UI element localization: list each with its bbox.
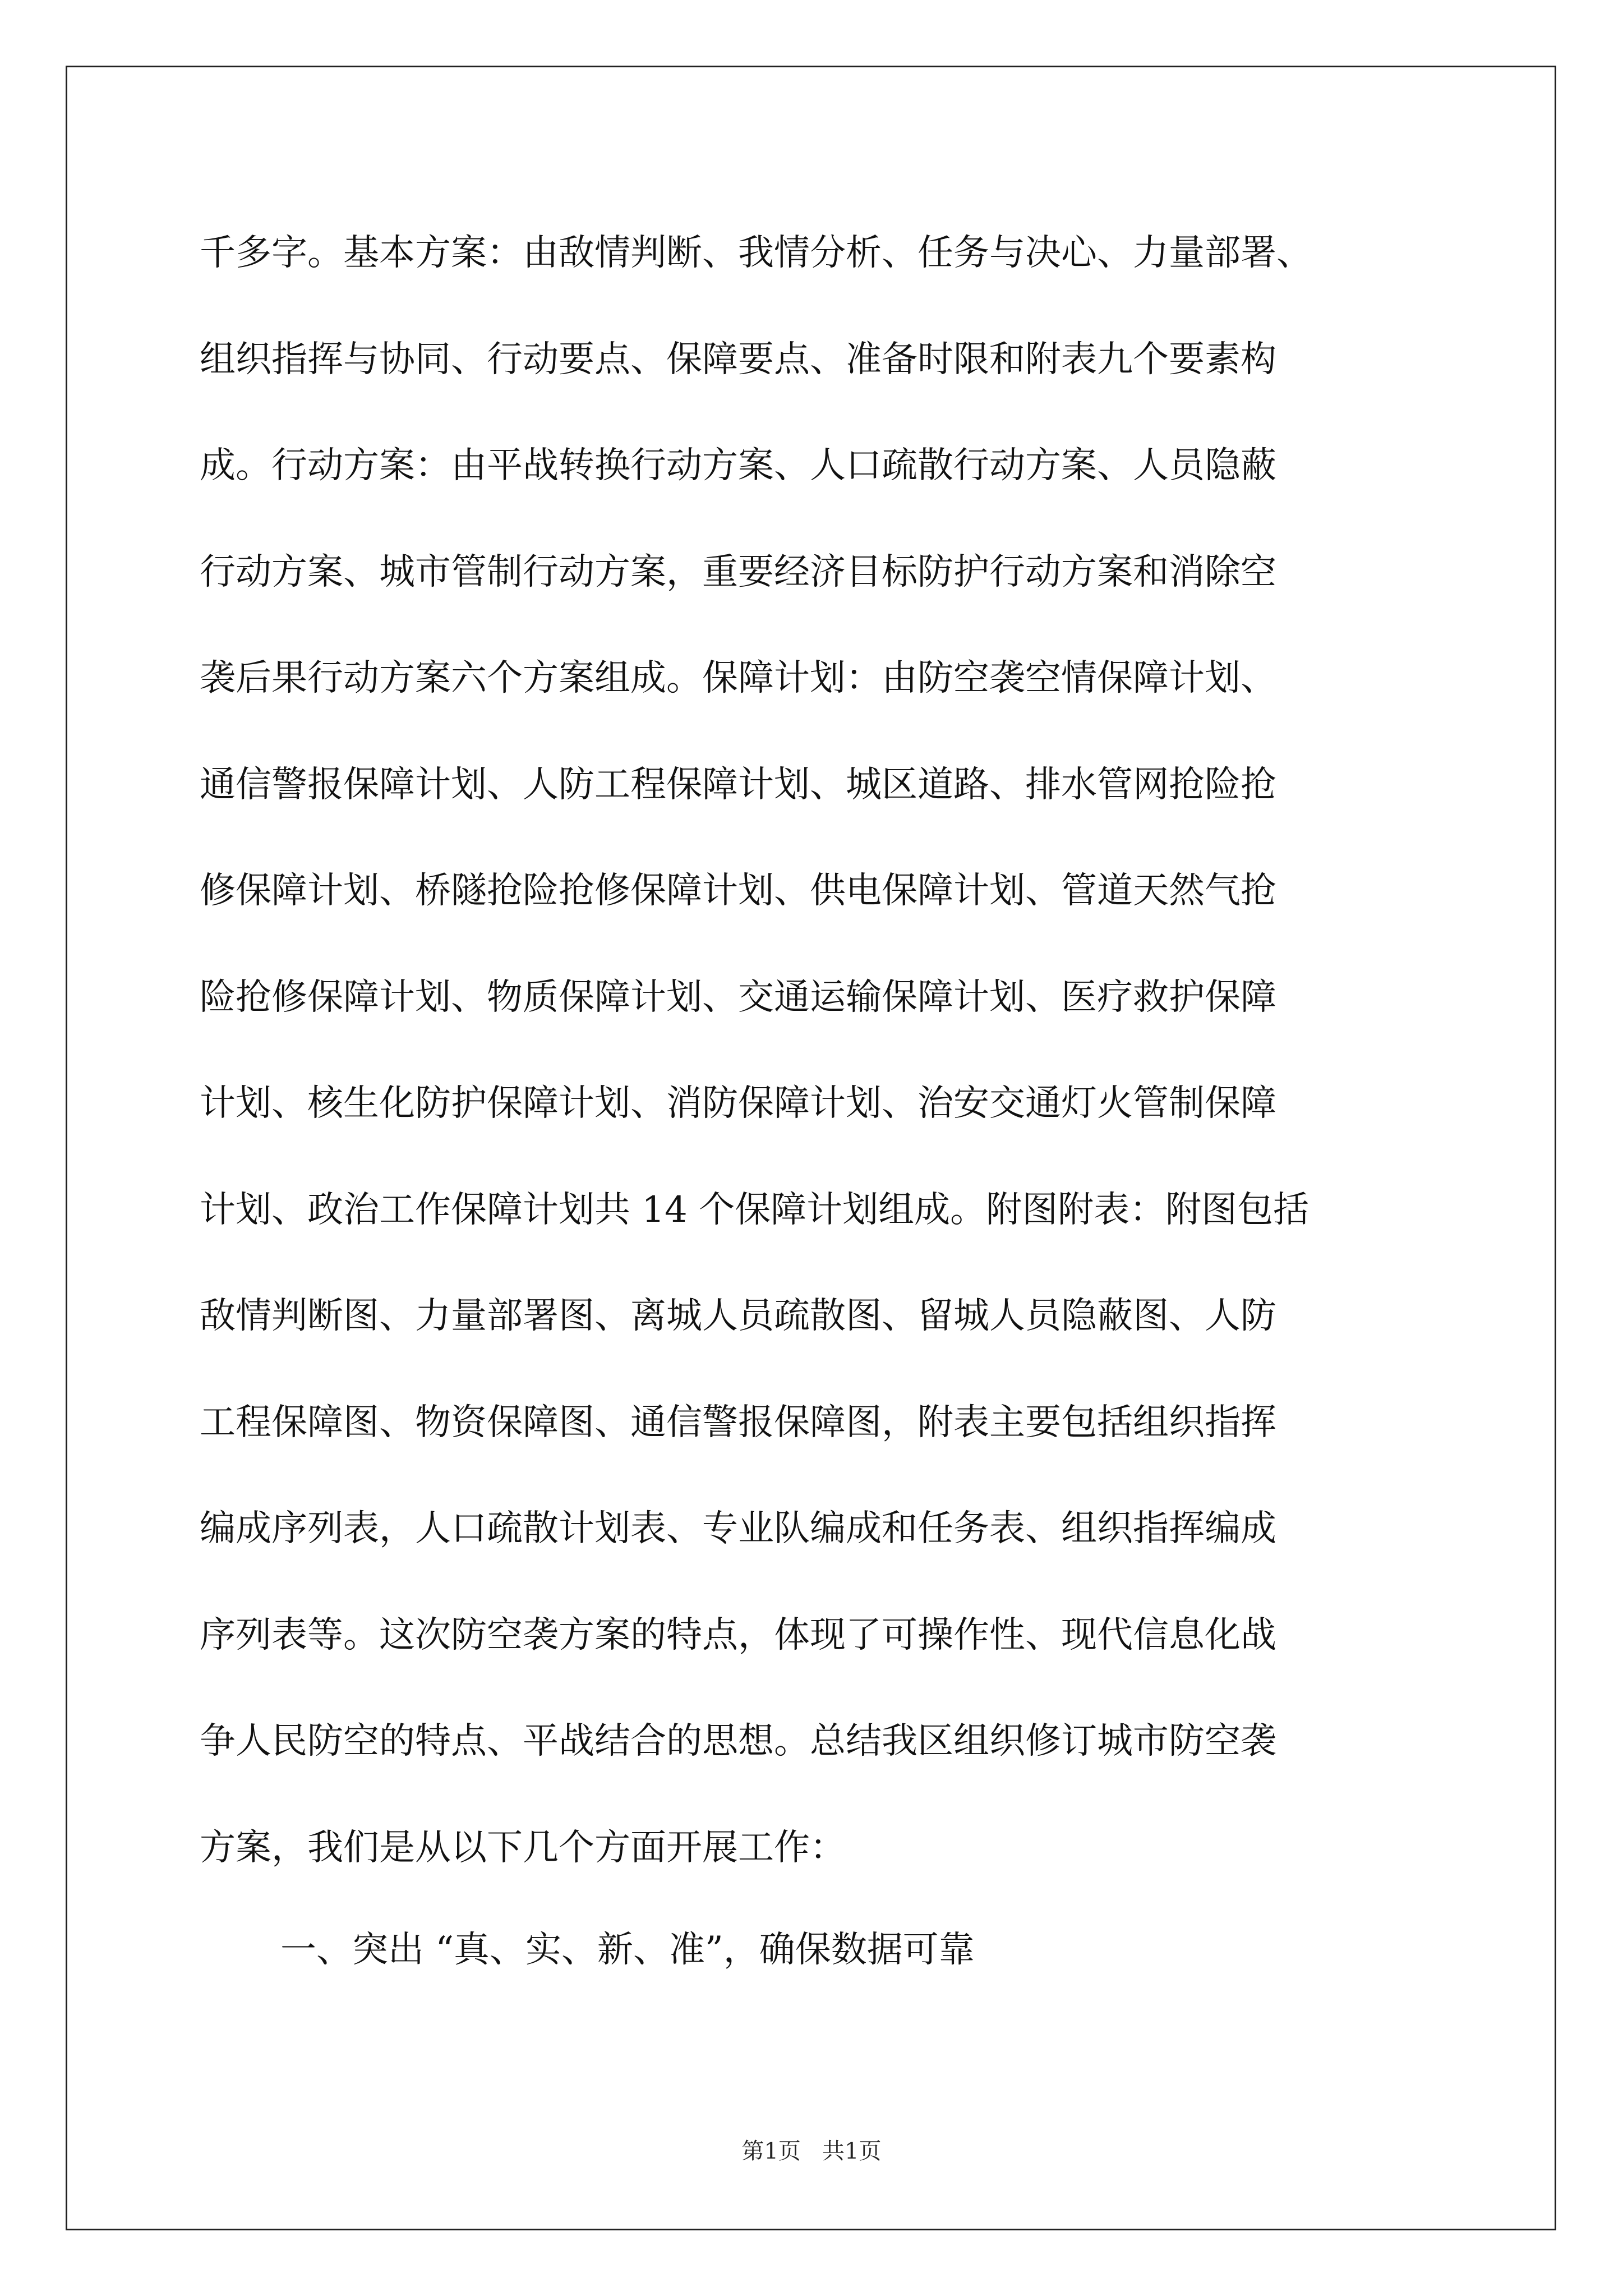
text-line-4: 行动方案、城市管制行动方案，重要经济目标防护行动方案和消除空: [200, 551, 1276, 593]
text-line-12: 工程保障图、物资保障图、通信警报保障图，附表主要包括组织指挥: [200, 1401, 1276, 1443]
body-paragraph: [200, 200, 1433, 1901]
text-line-13: 编成序列表，人口疏散计划表、专业队编成和任务表、组织指挥编成: [200, 1508, 1276, 1549]
text-line-7: 修保障计划、桥隧抢险抢修保障计划、供电保障计划、管道天然气抢: [200, 870, 1276, 912]
section-heading: 一、突出 “真、实、新、准”，确保数据可靠: [280, 1929, 975, 1971]
text-line-3: 成。行动方案：由平战转换行动方案、人口疏散行动方案、人员隐蔽: [200, 445, 1276, 486]
text-line-5: 袭后果行动方案六个方案组成。保障计划：由防空袭空情保障计划、: [200, 657, 1276, 699]
text-line-16: 方案，我们是从以下几个方面开展工作：: [200, 1826, 846, 1869]
text-line-14: 序列表等。这次防空袭方案的特点，体现了可操作性、现代信息化战: [200, 1614, 1276, 1656]
text-line-10: 计划、政治工作保障计划共 14 个保障计划组成。附图附表：附图包括: [200, 1189, 1310, 1231]
text-line-1: 千多字。基本方案：由敌情判断、我情分析、任务与决心、力量部署、: [200, 232, 1312, 274]
page-number-footer: 第1页 共1页: [741, 2138, 882, 2164]
text-line-11: 敌情判断图、力量部署图、离城人员疏散图、留城人员隐蔽图、人防: [200, 1295, 1276, 1337]
text-line-2: 组织指挥与协同、行动要点、保障要点、准备时限和附表九个要素构: [200, 338, 1276, 380]
text-line-9: 计划、核生化防护保障计划、消防保障计划、治安交通灯火管制保障: [200, 1083, 1276, 1124]
text-line-8: 险抢修保障计划、物质保障计划、交通运输保障计划、医疗救护保障: [200, 976, 1276, 1018]
text-line-6: 通信警报保障计划、人防工程保障计划、城区道路、排水管网抢险抢: [200, 763, 1276, 806]
text-line-15: 争人民防空的特点、平战结合的思想。总结我区组织修订城市防空袭: [200, 1720, 1276, 1762]
